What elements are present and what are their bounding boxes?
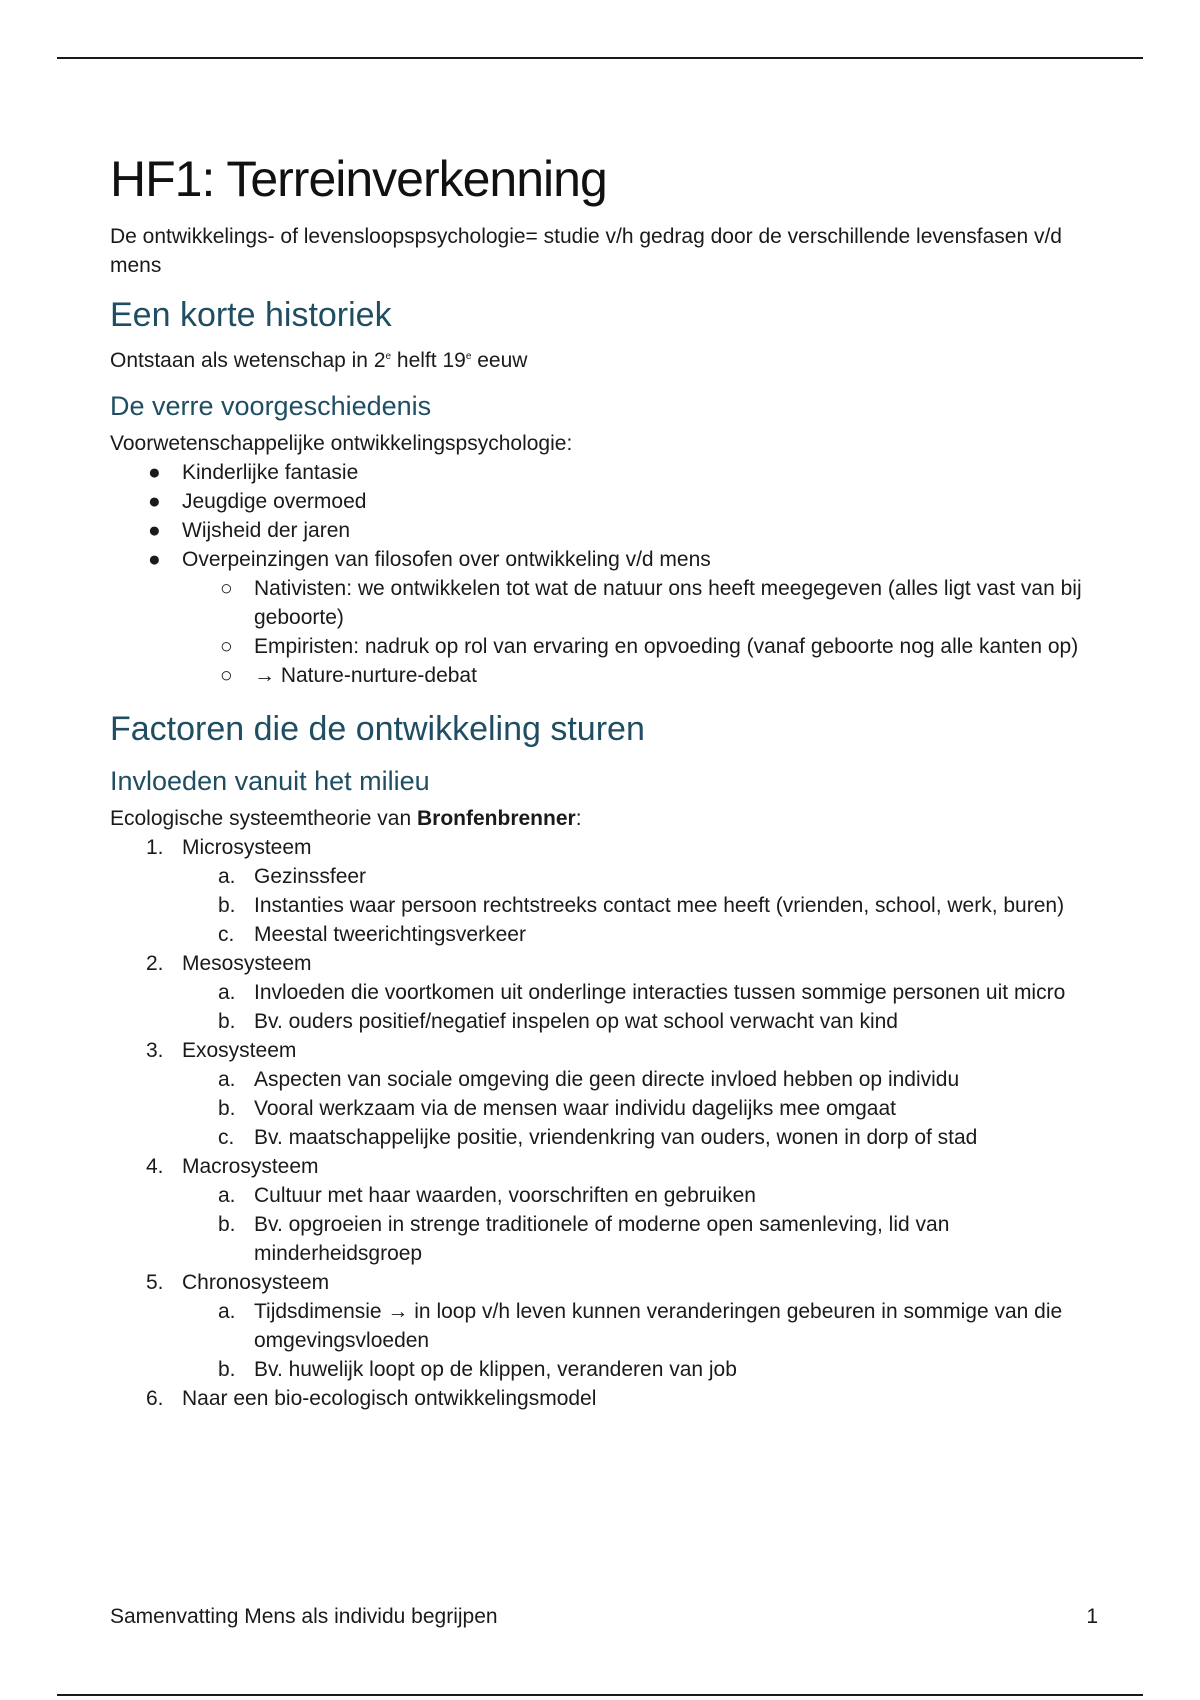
bullet-icon: ● (148, 461, 161, 484)
list-letter: c. (218, 1126, 235, 1149)
footer-title: Samenvatting Mens als individu begrijpen (110, 1605, 498, 1628)
list-letter: c. (218, 923, 235, 946)
list-item (110, 833, 1110, 862)
list-item-label: Exosysteem (182, 1039, 297, 1062)
list-letter: a. (218, 1068, 236, 1091)
list-letter: a. (218, 1184, 236, 1207)
list-item-text: Bv. maatschappelijke positie, vriendenkring van ouders, wonen in dorp of stad (254, 1126, 978, 1149)
page-number: 1 (1086, 1605, 1098, 1628)
page-footer (110, 1602, 1098, 1631)
list-item: ○ Nativisten: we ontwikkelen tot wat de natuur ons heeft meegegeven (alles ligt vast van bij geboorte) (110, 574, 1110, 632)
subheading-voorgeschiedenis: De verre voorgeschiedenis (110, 391, 432, 421)
list-item-text: Cultuur met haar waarden, voorschriften en gebruiken (254, 1184, 756, 1207)
list-item: ● Kinderlijke fantasie (110, 458, 1110, 487)
circle-bullet-icon: ○ (220, 635, 233, 658)
list-item-text: Bv. huwelijk loopt op de klippen, veranderen van job (254, 1358, 737, 1381)
list-item (110, 862, 1110, 891)
list-letter: b. (218, 1097, 236, 1120)
list-item (110, 1036, 1110, 1065)
sub-bullet-list (110, 574, 1110, 690)
circle-bullet-icon: ○ (220, 577, 233, 600)
list-item-text: Meestal tweerichtingsverkeer (254, 923, 526, 946)
list-letter: b. (218, 1358, 236, 1381)
list-item-text: Aspecten van sociale omgeving die geen directe invloed hebben op individu (254, 1068, 960, 1091)
list-letter: a. (218, 1300, 236, 1323)
list-item (110, 1268, 1110, 1297)
header-rule (57, 57, 1143, 59)
bullet-icon: ● (148, 490, 161, 513)
list-item-label: Mesosysteem (182, 952, 312, 975)
list-item-label: Naar een bio-ecologisch ontwikkelingsmodel (182, 1387, 597, 1410)
list-item-label: Chronosysteem (182, 1271, 330, 1294)
section-heading-historiek: Een korte historiek (110, 296, 392, 334)
footer-rule (57, 1694, 1143, 1696)
numbered-list (110, 833, 1110, 1413)
list-item-text: Instanties waar persoon rechtstreeks contact mee heeft (vrienden, school, werk, buren) (254, 894, 1065, 917)
page-title: HF1: Terreinverkenning (110, 151, 607, 207)
list-item (110, 978, 1110, 1007)
document-page (110, 150, 1110, 1413)
bronfenbrenner-name: Bronfenbrenner (417, 807, 576, 830)
voorgeschiedenis-lead: Voorwetenschappelijke ontwikkelingspsychologie: (110, 432, 573, 455)
section-heading-factoren: Factoren die de ontwikkeling sturen (110, 710, 645, 748)
list-item: ○ Empiristen: nadruk op rol van ervaring en opvoeding (vanaf geboorte nog alle kanten op) (110, 632, 1110, 661)
list-item (110, 891, 1110, 920)
list-number: 3. (146, 1039, 164, 1062)
list-number: 5. (146, 1271, 164, 1294)
list-item (110, 1007, 1110, 1036)
list-item-text: Gezinssfeer (254, 865, 367, 888)
list-item (110, 1152, 1110, 1181)
subheading-milieu: Invloeden vanuit het milieu (110, 766, 430, 796)
circle-bullet-icon: ○ (220, 664, 233, 687)
list-number: 4. (146, 1155, 164, 1178)
list-letter: b. (218, 1213, 236, 1236)
list-item: ● Wijsheid der jaren (110, 516, 1110, 545)
list-item (110, 1210, 1110, 1268)
list-item (110, 1181, 1110, 1210)
list-item-text: Invloeden die voortkomen uit onderlinge interacties tussen sommige personen uit micro (254, 981, 1066, 1004)
intro-text: De ontwikkelings- of levensloopspsychologie= studie v/h gedrag door de verschillende levensfasen v/d mens (110, 225, 1062, 277)
list-item-label: Macrosysteem (182, 1155, 319, 1178)
list-item-label: Microsysteem (182, 836, 312, 859)
list-item-text: Vooral werkzaam via de mensen waar individu dagelijks mee omgaat (254, 1097, 896, 1120)
list-item: ● Overpeinzingen van filosofen over ontwikkeling v/d mens (110, 545, 1110, 574)
list-number: 1. (146, 836, 164, 859)
list-item (110, 1297, 1110, 1355)
bullet-list (110, 458, 1110, 574)
list-item (110, 920, 1110, 949)
list-item (110, 1384, 1110, 1413)
list-item-text: Bv. ouders positief/negatief inspelen op wat school verwacht van kind (254, 1010, 898, 1033)
bullet-icon: ● (148, 548, 161, 571)
bullet-icon: ● (148, 519, 161, 542)
list-item: ○ → Nature-nurture-debat (110, 661, 1110, 690)
list-item (110, 1094, 1110, 1123)
list-item-text: Bv. opgroeien in strenge traditionele of moderne open samenleving, lid van minderheidsgroep (254, 1213, 950, 1265)
milieu-lead: Ecologische systeemtheorie van Bronfenbrenner: (110, 807, 582, 830)
historiek-text: Ontstaan als wetenschap in 2e helft 19e eeuw (110, 349, 528, 372)
list-item: ● Jeugdige overmoed (110, 487, 1110, 516)
list-letter: b. (218, 1010, 236, 1033)
list-letter: b. (218, 894, 236, 917)
list-item-text: Tijdsdimensie → in loop v/h leven kunnen veranderingen gebeuren in sommige van die omgevingsvloeden (254, 1300, 1063, 1352)
list-letter: a. (218, 981, 236, 1004)
list-item (110, 1065, 1110, 1094)
list-item (110, 1123, 1110, 1152)
list-item (110, 949, 1110, 978)
list-number: 2. (146, 952, 164, 975)
list-item (110, 1355, 1110, 1384)
list-number: 6. (146, 1387, 164, 1410)
list-letter: a. (218, 865, 236, 888)
